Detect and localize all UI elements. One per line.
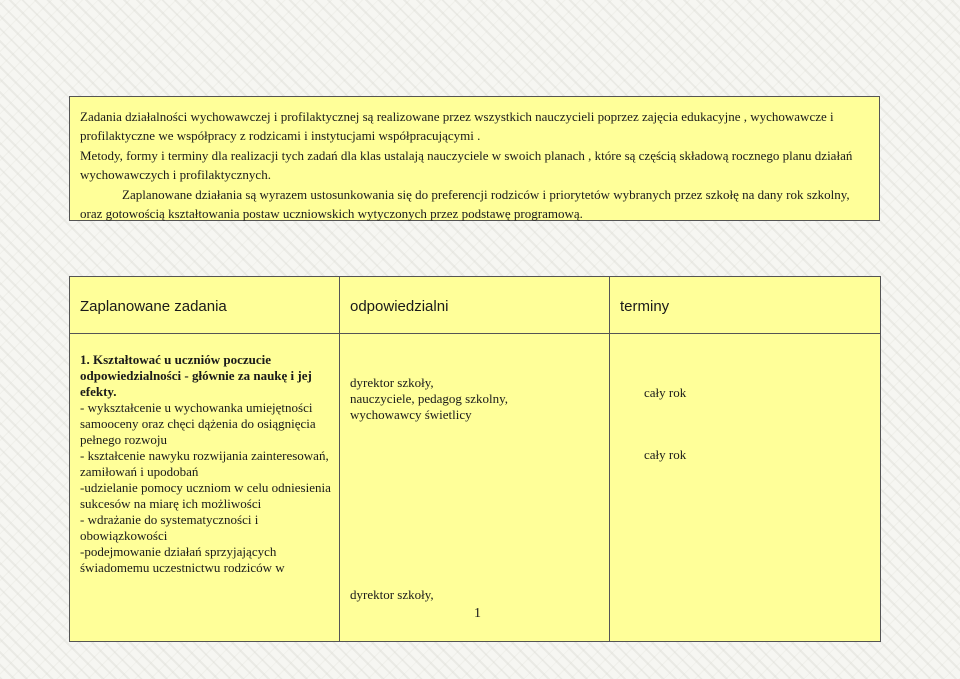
terms-cell [610,334,881,642]
task-title: 1. Kształtować u uczniów poczucie odpowiedzialności - głównie za naukę i jej efekty. [80,352,312,399]
header-tasks: Zaplanowane zadania [70,277,340,334]
responsible-line: wychowawcy świetlicy [350,407,472,422]
task-line: - kształcenie nawyku rozwijania zainteresowań, zamiłowań i upodobań [80,448,329,479]
intro-paragraph-2: Metody, formy i terminy dla realizacji tych zadań dla klas ustalają nauczyciele w swoich planach , które są częścią składową rocznego planu działań wychowawczych i profilaktycznych. [80,147,853,183]
task-line: - wdrażanie do systematyczności i obowiązkowości [80,512,259,543]
term-value: cały rok [644,447,687,462]
intro-paragraph-3: Zaplanowane działania są wyrazem ustosunkowania się do preferencji rodziców i priorytetów wybranych przez szkołę na dany rok szkolny, oraz gotowością kształtowania postaw uczniowskich wytyczonych przez podstawę programową. [80,186,850,222]
responsible-line: dyrektor szkoły, [350,375,434,390]
header-terms: terminy [610,277,881,334]
task-line: -podejmowanie działań sprzyjających świadomemu uczestnictwu rodziców w [80,544,285,575]
responsible-line: nauczyciele, pedagog szkolny, [350,391,508,406]
intro-box [69,96,880,221]
task-line: - wykształcenie u wychowanka umiejętności samooceny oraz chęci dążenia do osiągnięcia pełnego rozwoju [80,400,316,447]
task-cell [70,334,340,642]
table-row [70,334,881,642]
task-line: -udzielanie pomocy uczniom w celu odniesienia sukcesów na miarę ich możliwości [80,480,331,511]
table-header-row [70,277,881,334]
page-number: 1 [474,606,481,621]
header-responsible: odpowiedzialni [340,277,610,334]
responsible-cell [340,334,610,642]
responsible-line: dyrektor szkoły, [350,587,434,602]
intro-paragraph-1: Zadania działalności wychowawczej i profilaktycznej są realizowane przez wszystkich nauczycieli poprzez zajęcia edukacyjne , wychowawcze i profilaktyczne we współpracy z rodzicami i instytucjami współpracującymi . [80,109,834,144]
term-value: cały rok [644,385,687,400]
plan-table [69,276,881,642]
